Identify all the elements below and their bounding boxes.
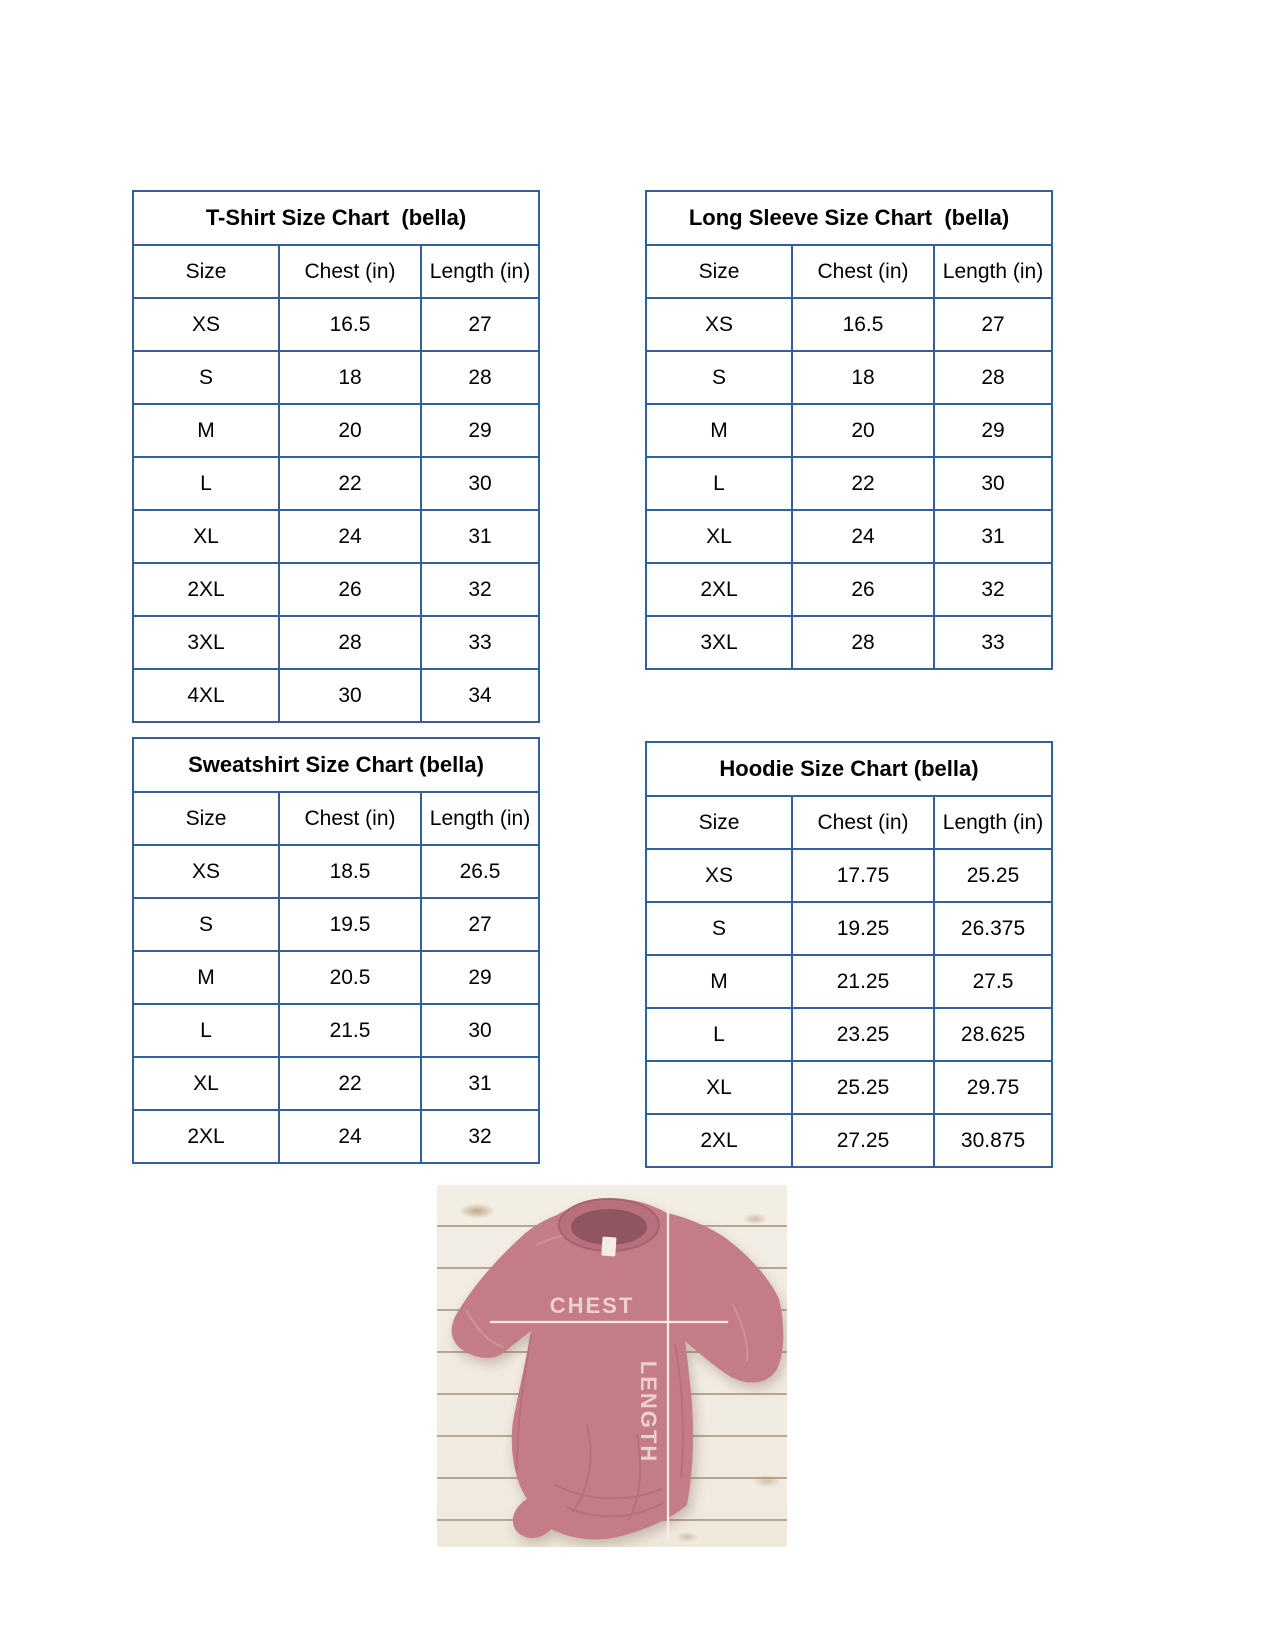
length-cell: 26.375 [934, 902, 1052, 955]
shirt-neck-tag [601, 1237, 616, 1257]
chest-cell: 18 [792, 351, 934, 404]
table-row [133, 1057, 539, 1110]
chest-cell: 22 [279, 457, 421, 510]
chest-cell: 28 [792, 616, 934, 669]
table-row [646, 849, 1052, 902]
table-row [133, 669, 539, 722]
table-row [133, 845, 539, 898]
chest-cell: 25.25 [792, 1061, 934, 1114]
table-row [133, 951, 539, 1004]
chest-cell: 26 [279, 563, 421, 616]
column-header-chest: Chest (in) [792, 796, 934, 849]
longsleeve-table-title: Long Sleeve Size Chart (bella) [646, 191, 1052, 245]
length-cell: 27 [421, 898, 539, 951]
column-header-size: Size [646, 796, 792, 849]
table-row [133, 351, 539, 404]
length-cell: 27 [421, 298, 539, 351]
mauve-tshirt-illustration [437, 1185, 787, 1547]
length-cell: 33 [421, 616, 539, 669]
size-cell: XS [133, 845, 279, 898]
column-header-size: Size [133, 792, 279, 845]
length-cell: 28.625 [934, 1008, 1052, 1061]
column-header-chest: Chest (in) [792, 245, 934, 298]
chest-measure-line [490, 1321, 728, 1323]
length-measure-line [667, 1195, 669, 1540]
length-cell: 29 [421, 951, 539, 1004]
size-cell: L [133, 457, 279, 510]
chest-cell: 16.5 [279, 298, 421, 351]
table-row [133, 616, 539, 669]
column-header-length: Length (in) [934, 245, 1052, 298]
chest-cell: 18.5 [279, 845, 421, 898]
length-cell: 26.5 [421, 845, 539, 898]
column-header-size: Size [133, 245, 279, 298]
table-row [133, 898, 539, 951]
length-cell: 27 [934, 298, 1052, 351]
size-cell: M [133, 951, 279, 1004]
size-cell: 2XL [646, 1114, 792, 1167]
chest-cell: 28 [279, 616, 421, 669]
size-cell: 3XL [646, 616, 792, 669]
table-row [133, 457, 539, 510]
table-row [133, 298, 539, 351]
length-cell: 30 [421, 1004, 539, 1057]
table-row [133, 1004, 539, 1057]
table-row [646, 457, 1052, 510]
column-header-length: Length (in) [934, 796, 1052, 849]
size-cell: XL [133, 1057, 279, 1110]
length-cell: 32 [421, 563, 539, 616]
length-cell: 32 [934, 563, 1052, 616]
size-cell: M [133, 404, 279, 457]
length-cell: 27.5 [934, 955, 1052, 1008]
table-row [646, 1114, 1052, 1167]
length-cell: 31 [421, 1057, 539, 1110]
column-header-chest: Chest (in) [279, 245, 421, 298]
tshirt-size-table [132, 190, 540, 723]
size-cell: S [133, 898, 279, 951]
column-header-length: Length (in) [421, 245, 539, 298]
chest-cell: 22 [279, 1057, 421, 1110]
size-cell: XL [133, 510, 279, 563]
column-header-chest: Chest (in) [279, 792, 421, 845]
size-cell: S [646, 902, 792, 955]
chest-cell: 18 [279, 351, 421, 404]
length-cell: 33 [934, 616, 1052, 669]
sweatshirt-size-table [132, 737, 540, 1164]
tshirt-table-title: T-Shirt Size Chart (bella) [133, 191, 539, 245]
table-row [133, 510, 539, 563]
table-row [646, 298, 1052, 351]
table-row [646, 510, 1052, 563]
hoodie-table-title: Hoodie Size Chart (bella) [646, 742, 1052, 796]
chest-cell: 30 [279, 669, 421, 722]
length-cell: 30 [934, 457, 1052, 510]
size-cell: 3XL [133, 616, 279, 669]
chest-cell: 20.5 [279, 951, 421, 1004]
length-cell: 29 [421, 404, 539, 457]
size-cell: L [646, 1008, 792, 1061]
size-cell: XS [133, 298, 279, 351]
length-cell: 29.75 [934, 1061, 1052, 1114]
chest-cell: 20 [279, 404, 421, 457]
length-measure-label: LENGTH [636, 1360, 661, 1464]
column-header-length: Length (in) [421, 792, 539, 845]
column-header-size: Size [646, 245, 792, 298]
size-cell: XL [646, 1061, 792, 1114]
size-cell: 2XL [646, 563, 792, 616]
size-cell: 2XL [133, 1110, 279, 1163]
length-cell: 28 [934, 351, 1052, 404]
size-cell: M [646, 955, 792, 1008]
size-cell: M [646, 404, 792, 457]
table-row [646, 955, 1052, 1008]
chest-cell: 19.25 [792, 902, 934, 955]
table-row [646, 902, 1052, 955]
length-cell: 34 [421, 669, 539, 722]
length-cell: 28 [421, 351, 539, 404]
length-cell: 30.875 [934, 1114, 1052, 1167]
table-row [133, 563, 539, 616]
chest-cell: 22 [792, 457, 934, 510]
table-row [646, 404, 1052, 457]
table-row [133, 1110, 539, 1163]
hoodie-size-table [645, 741, 1053, 1168]
size-cell: XS [646, 849, 792, 902]
length-cell: 29 [934, 404, 1052, 457]
table-row [646, 1061, 1052, 1114]
size-cell: XS [646, 298, 792, 351]
chest-cell: 20 [792, 404, 934, 457]
length-cell: 30 [421, 457, 539, 510]
chest-cell: 27.25 [792, 1114, 934, 1167]
table-row [646, 616, 1052, 669]
sweatshirt-table-title: Sweatshirt Size Chart (bella) [133, 738, 539, 792]
longsleeve-size-table [645, 190, 1053, 670]
chest-cell: 17.75 [792, 849, 934, 902]
chest-cell: 24 [279, 510, 421, 563]
table-row [646, 1008, 1052, 1061]
chest-measure-label: CHEST [549, 1293, 635, 1318]
chest-cell: 24 [792, 510, 934, 563]
length-cell: 32 [421, 1110, 539, 1163]
size-cell: S [646, 351, 792, 404]
size-cell: L [646, 457, 792, 510]
table-row [133, 404, 539, 457]
length-cell: 31 [421, 510, 539, 563]
table-row [646, 563, 1052, 616]
chest-cell: 26 [792, 563, 934, 616]
size-cell: 2XL [133, 563, 279, 616]
size-cell: L [133, 1004, 279, 1057]
size-cell: XL [646, 510, 792, 563]
tshirt-measurement-photo [437, 1185, 787, 1547]
length-cell: 31 [934, 510, 1052, 563]
chest-cell: 24 [279, 1110, 421, 1163]
chest-cell: 21.25 [792, 955, 934, 1008]
size-cell: 4XL [133, 669, 279, 722]
size-cell: S [133, 351, 279, 404]
table-row [646, 351, 1052, 404]
chest-cell: 16.5 [792, 298, 934, 351]
chest-cell: 21.5 [279, 1004, 421, 1057]
length-cell: 25.25 [934, 849, 1052, 902]
chest-cell: 23.25 [792, 1008, 934, 1061]
chest-cell: 19.5 [279, 898, 421, 951]
